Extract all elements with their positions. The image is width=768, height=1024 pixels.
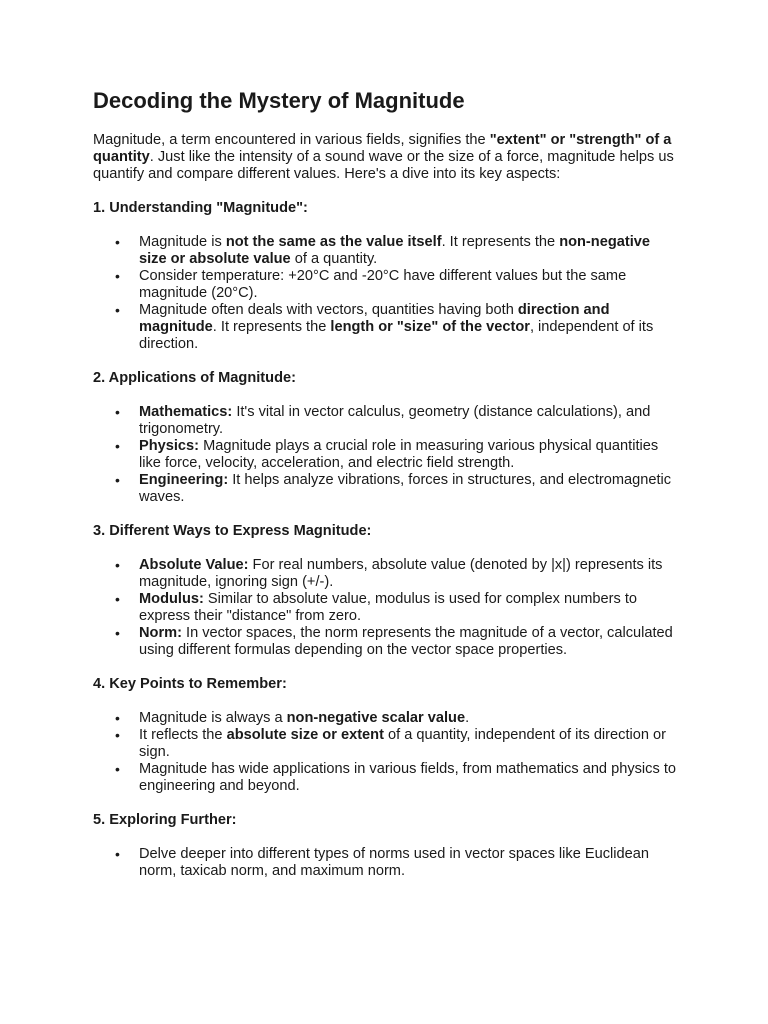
item-text: , independent of its direction. (139, 319, 654, 352)
item-text: Magnitude has wide applications in various fields, from mathematics and physics to engineering and beyond. (139, 761, 676, 794)
item-text: Delve deeper into different types of norms used in vector spaces like Euclidean norm, taxicab norm, and maximum norm. (139, 846, 649, 879)
bullet-icon: • (115, 234, 120, 250)
intro-text: . Just like the intensity of a sound wave or the size of a force, magnitude helps us quantify and compare different values. Here's a dive into its key aspects: (93, 149, 674, 182)
bullet-list (93, 710, 679, 795)
item-text: of a quantity. (290, 251, 378, 267)
bullet-list (93, 846, 679, 880)
item-text: Magnitude is always a (139, 710, 287, 726)
bullet-icon: • (115, 472, 120, 488)
item-text: It's vital in vector calculus, geometry (distance calculations), and trigonometry. (139, 404, 651, 437)
bullet-icon: • (115, 727, 120, 743)
item-bold-text: not the same as the value itself (225, 234, 442, 250)
item-text: Similar to absolute value, modulus is used for complex numbers to express their "distance" from zero. (139, 591, 638, 624)
bullet-icon: • (115, 404, 120, 420)
list-item (115, 302, 679, 353)
bullet-icon: • (115, 710, 120, 726)
item-bold-text: Physics: (139, 438, 200, 454)
item-bold-text: Norm: (139, 625, 182, 641)
bullet-list (93, 404, 679, 506)
list-item (115, 438, 679, 472)
section-heading: 4. Key Points to Remember: (93, 676, 287, 692)
bullet-icon: • (115, 761, 120, 777)
bullet-icon: • (115, 591, 120, 607)
item-bold-text: non-negative scalar value (286, 710, 466, 726)
section-heading: 2. Applications of Magnitude: (93, 370, 296, 386)
section-heading: 3. Different Ways to Express Magnitude: (93, 523, 372, 539)
bullet-icon: • (115, 438, 120, 454)
section-heading: 5. Exploring Further: (93, 812, 237, 828)
item-bold-text: Absolute Value: (139, 557, 249, 573)
item-text: It reflects the (139, 727, 227, 743)
item-bold-text: Mathematics: (139, 404, 233, 420)
list-item (115, 625, 679, 659)
bullet-icon: • (115, 268, 120, 284)
bullet-icon: • (115, 302, 120, 318)
list-item (115, 234, 679, 268)
intro-text: Magnitude, a term encountered in various fields, signifies the (93, 132, 490, 148)
item-text: Magnitude is (139, 234, 226, 250)
item-text: It helps analyze vibrations, forces in structures, and electromagnetic waves. (139, 472, 672, 505)
list-item (115, 591, 679, 625)
item-text: Magnitude often deals with vectors, quantities having both (139, 302, 518, 318)
item-bold-text: absolute size or extent (226, 727, 384, 743)
list-item (115, 472, 679, 506)
item-text: In vector spaces, the norm represents the magnitude of a vector, calculated using different formulas depending on the vector space properties. (139, 625, 673, 658)
item-bold-text: Modulus: (139, 591, 204, 607)
bullet-list (93, 234, 679, 353)
item-text: Magnitude plays a crucial role in measuring various physical quantities like force, velocity, acceleration, and electric field strength. (139, 438, 659, 471)
item-text: . (465, 710, 470, 726)
list-item (115, 557, 679, 591)
item-text: For real numbers, absolute value (denoted by |x|) represents its magnitude, ignoring sign (+/-). (139, 557, 663, 590)
list-item (115, 268, 679, 302)
item-bold-text: non-negative size or absolute value (139, 234, 650, 267)
bullet-icon: • (115, 557, 120, 573)
item-text: . It represents the (212, 319, 331, 335)
list-item (115, 761, 679, 795)
intro-bold-text: "extent" or "strength" of a quantity (93, 132, 672, 165)
item-bold-text: length or "size" of the vector (330, 319, 530, 335)
item-text: Consider temperature: +20°C and -20°C have different values but the same magnitude (20°C). (139, 268, 627, 301)
item-bold-text: Engineering: (139, 472, 229, 488)
list-item (115, 846, 679, 880)
list-item (115, 404, 679, 438)
section-heading: 1. Understanding "Magnitude": (93, 200, 308, 216)
item-text: of a quantity, independent of its direction or sign. (139, 727, 667, 760)
bullet-icon: • (115, 625, 120, 641)
bullet-icon: • (115, 846, 120, 862)
item-text: . It represents the (441, 234, 560, 250)
bullet-list (93, 557, 679, 659)
item-bold-text: direction and magnitude (139, 302, 610, 335)
document-title: Decoding the Mystery of Magnitude (93, 88, 465, 113)
intro-paragraph (93, 132, 683, 183)
list-item (115, 710, 679, 727)
list-item (115, 727, 679, 761)
